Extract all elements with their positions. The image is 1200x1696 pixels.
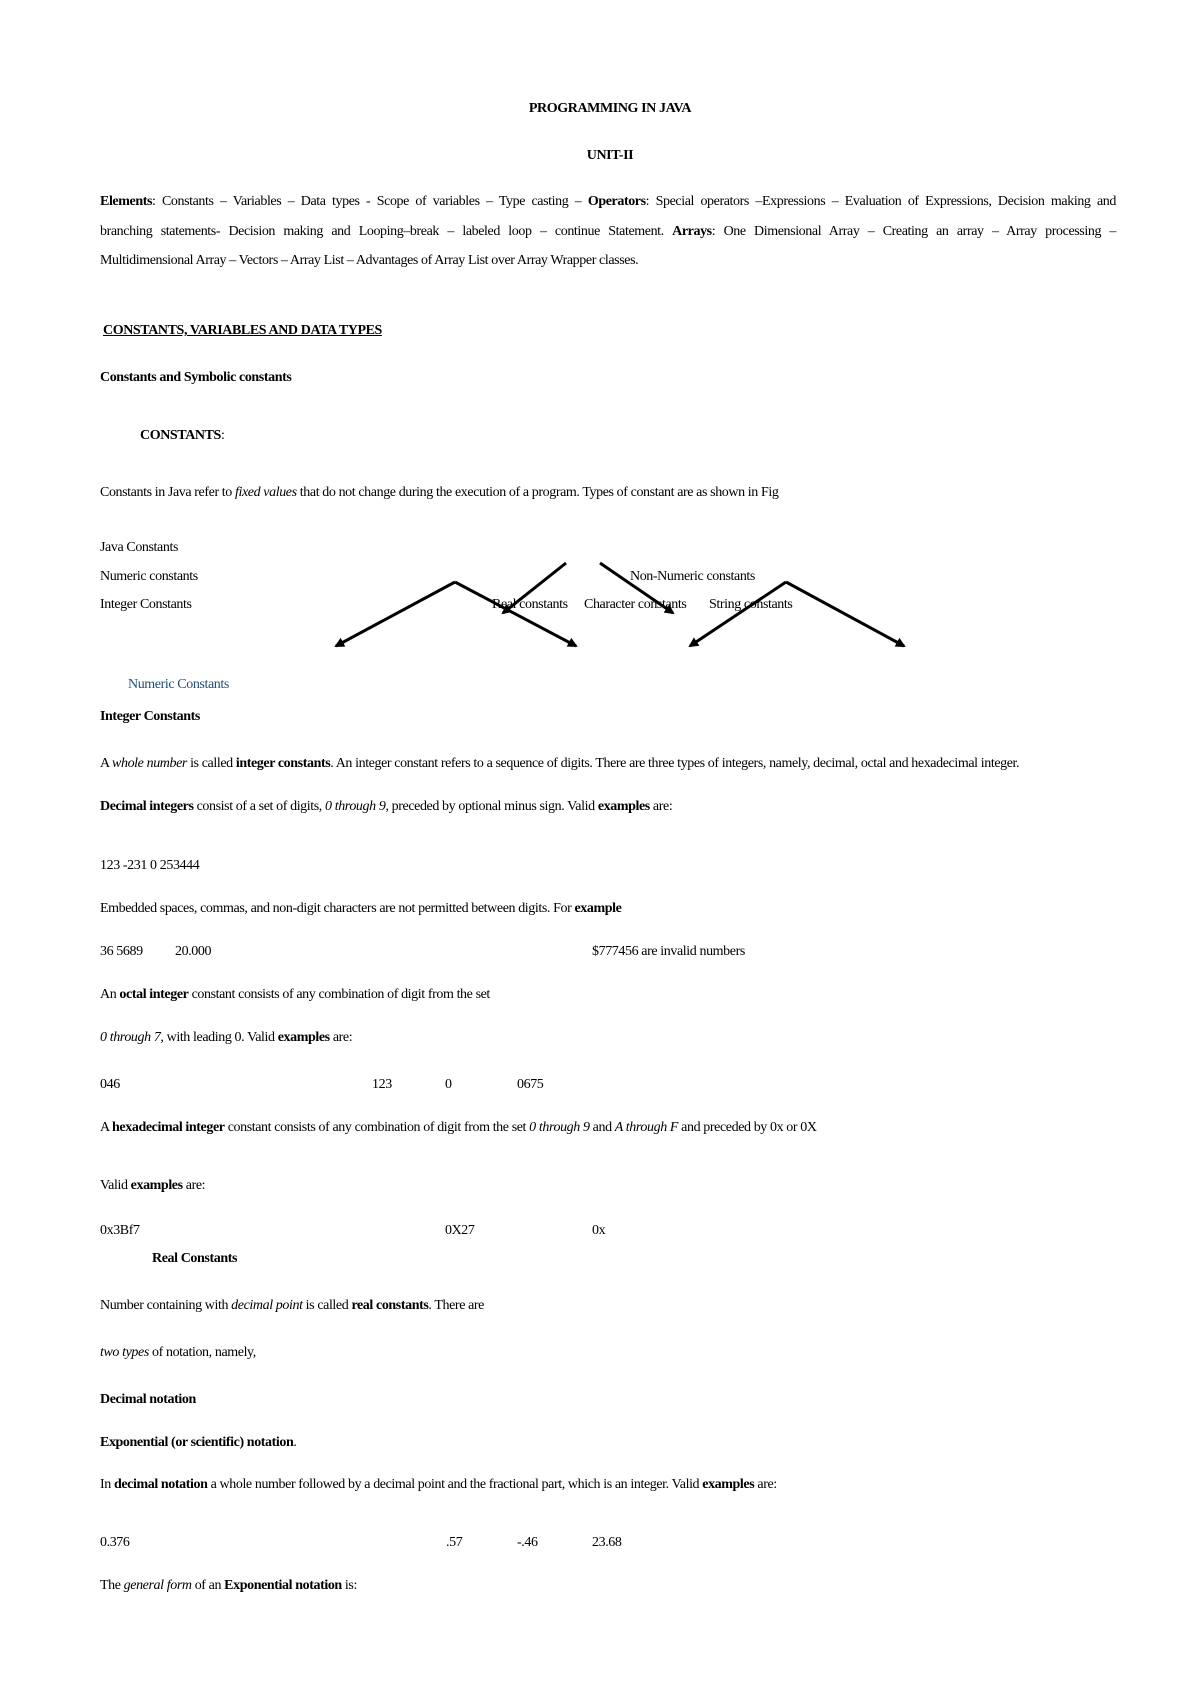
real-definition: [100, 1297, 484, 1315]
octal-example-3: 0: [445, 1077, 452, 1092]
arrow-to-integer: [336, 582, 455, 646]
arrow-to-string: [786, 582, 904, 646]
text: , preceded by optional minus sign. Valid: [385, 799, 598, 814]
octal-example-4: 0675: [517, 1077, 544, 1092]
syllabus-text: : One Dimensional Array – Creating an array – Array processing –: [711, 224, 1116, 239]
constants-heading-label: CONSTANTS: [140, 428, 221, 443]
bold-text: real constants: [351, 1298, 429, 1313]
text: are:: [649, 799, 673, 814]
syllabus-line-3: Multidimensional Array – Vectors – Array List – Advantages of Array List over Array Wrapper classes.: [100, 253, 639, 268]
intro-text: that do not change during the execution of a program. Types of constant are as shown in Fig: [296, 485, 779, 500]
text: Number containing with: [100, 1298, 232, 1313]
text: constant consists of any combination of digit from the set: [188, 987, 490, 1002]
text: The: [100, 1578, 124, 1593]
text: is called: [302, 1298, 352, 1313]
figure-character-label: Character constants: [584, 597, 687, 612]
figure-integer-label: Integer Constants: [100, 597, 192, 612]
invalid-example-3: $777456 are invalid numbers: [592, 944, 745, 959]
text: .: [293, 1435, 297, 1450]
hex-example-2: 0X27: [445, 1223, 475, 1238]
text: In: [100, 1477, 114, 1492]
octal-example-2: 123: [372, 1077, 392, 1092]
text: are:: [182, 1178, 206, 1193]
bold-text: integer constants: [235, 756, 331, 771]
real-heading: Real Constants: [152, 1251, 238, 1266]
figure-numeric-label: Numeric constants: [100, 569, 198, 584]
figure-real-label: Real constants: [492, 597, 568, 612]
arrays-label: Arrays: [672, 224, 712, 239]
italic-text: whole number: [112, 756, 187, 771]
italic-text: decimal point: [231, 1298, 303, 1313]
italic-text: A through F: [614, 1120, 679, 1135]
italic-text: general form: [123, 1578, 192, 1593]
real-example-3: -.46: [517, 1535, 538, 1550]
hex-example-1: 0x3Bf7: [100, 1223, 140, 1238]
bold-text: Exponential notation: [224, 1578, 342, 1593]
text: of an: [191, 1578, 225, 1593]
octal-text-2: [100, 1029, 352, 1047]
italic-text: two types: [100, 1345, 149, 1360]
real-example-4: 23.68: [592, 1535, 622, 1550]
intro-text: Constants in Java refer to: [100, 485, 235, 500]
text: . An integer constant refers to a sequence of digits. There are three types of integers, namely, decimal, octal and hexadecimal integer.: [330, 756, 1020, 771]
syllabus-text: branching statements- Decision making and Looping–break – labeled loop – continue Statement.: [100, 224, 673, 239]
text: and: [589, 1120, 615, 1135]
intro-italic: fixed values: [235, 485, 297, 500]
text: is called: [186, 756, 236, 771]
text: A: [100, 1120, 113, 1135]
text: An: [100, 987, 120, 1002]
figure-string-label: String constants: [709, 597, 793, 612]
decimal-integers-text: [100, 798, 672, 816]
bold-text: examples: [130, 1178, 183, 1193]
page-title: PROGRAMMING IN JAVA: [528, 101, 692, 116]
section-subheading: Constants and Symbolic constants: [100, 370, 292, 385]
text: is:: [341, 1578, 357, 1593]
text: are:: [329, 1030, 353, 1045]
figure-non-numeric-label: Non-Numeric constants: [630, 569, 755, 584]
arrow-to-real: [455, 582, 576, 646]
invalid-example-2: 20.000: [175, 944, 212, 959]
decimal-notation-text: [100, 1476, 777, 1494]
real-example-2: .57: [446, 1535, 463, 1550]
figure-caption: Numeric Constants: [128, 677, 229, 692]
two-types-text: [100, 1344, 256, 1362]
bold-text: decimal notation: [113, 1477, 208, 1492]
decimal-examples: 123 -231 0 253444: [100, 858, 200, 873]
text: Valid: [100, 1178, 131, 1193]
integer-heading: Integer Constants: [100, 709, 200, 724]
integer-definition: [100, 755, 1019, 773]
valid-examples-label: [100, 1177, 205, 1195]
unit-title: UNIT-II: [586, 148, 634, 163]
text: a whole number followed by a decimal point and the fractional part, which is an integer. Valid: [207, 1477, 703, 1492]
exponential-notation-line: [100, 1434, 297, 1452]
text: and preceded by 0x or 0X: [678, 1120, 817, 1135]
text: of notation, namely,: [148, 1345, 256, 1360]
arrow-to-character: [690, 582, 786, 646]
invalid-example-1: 36 5689: [100, 944, 143, 959]
hex-text: [100, 1119, 817, 1137]
bold-text: hexadecimal integer: [112, 1120, 225, 1135]
text: A: [100, 756, 113, 771]
elements-label: Elements: [100, 194, 153, 209]
general-form-text: [100, 1577, 357, 1595]
text: constant consists of any combination of digit from the set: [224, 1120, 530, 1135]
bold-text: example: [574, 901, 622, 916]
exponential-notation-label: Exponential (or scientific) notation: [100, 1435, 294, 1450]
real-example-1: 0.376: [100, 1535, 130, 1550]
syllabus-text: : Special operators –Expressions – Evaluation of Expressions, Decision making and: [645, 194, 1116, 209]
italic-text: 0 through 7: [100, 1030, 161, 1045]
bold-text: examples: [702, 1477, 755, 1492]
text: Embedded spaces, commas, and non-digit characters are not permitted between digits. For: [100, 901, 575, 916]
bold-text: octal integer: [119, 987, 189, 1002]
octal-text: [100, 986, 490, 1004]
hex-example-3: 0x: [592, 1223, 606, 1238]
text: are:: [754, 1477, 777, 1492]
text: consist of a set of digits,: [193, 799, 326, 814]
constants-heading-colon: :: [220, 428, 225, 443]
text: . There are: [428, 1298, 485, 1313]
decimal-notation-label: Decimal notation: [100, 1392, 196, 1407]
bold-text: examples: [277, 1030, 330, 1045]
bold-text: Decimal integers: [100, 799, 194, 814]
embedded-text: [100, 900, 621, 918]
operators-label: Operators: [587, 194, 646, 209]
section-heading: CONSTANTS, VARIABLES AND DATA TYPES: [103, 323, 382, 338]
text: , with leading 0. Valid: [160, 1030, 278, 1045]
bold-text: examples: [597, 799, 650, 814]
syllabus-text: : Constants – Variables – Data types - Scope of variables – Type casting –: [152, 194, 588, 209]
constants-tree-figure: [0, 0, 1200, 700]
italic-text: 0 through 9: [325, 799, 386, 814]
figure-root-label: Java Constants: [100, 540, 179, 555]
italic-text: 0 through 9: [529, 1120, 590, 1135]
octal-example-1: 046: [100, 1077, 120, 1092]
